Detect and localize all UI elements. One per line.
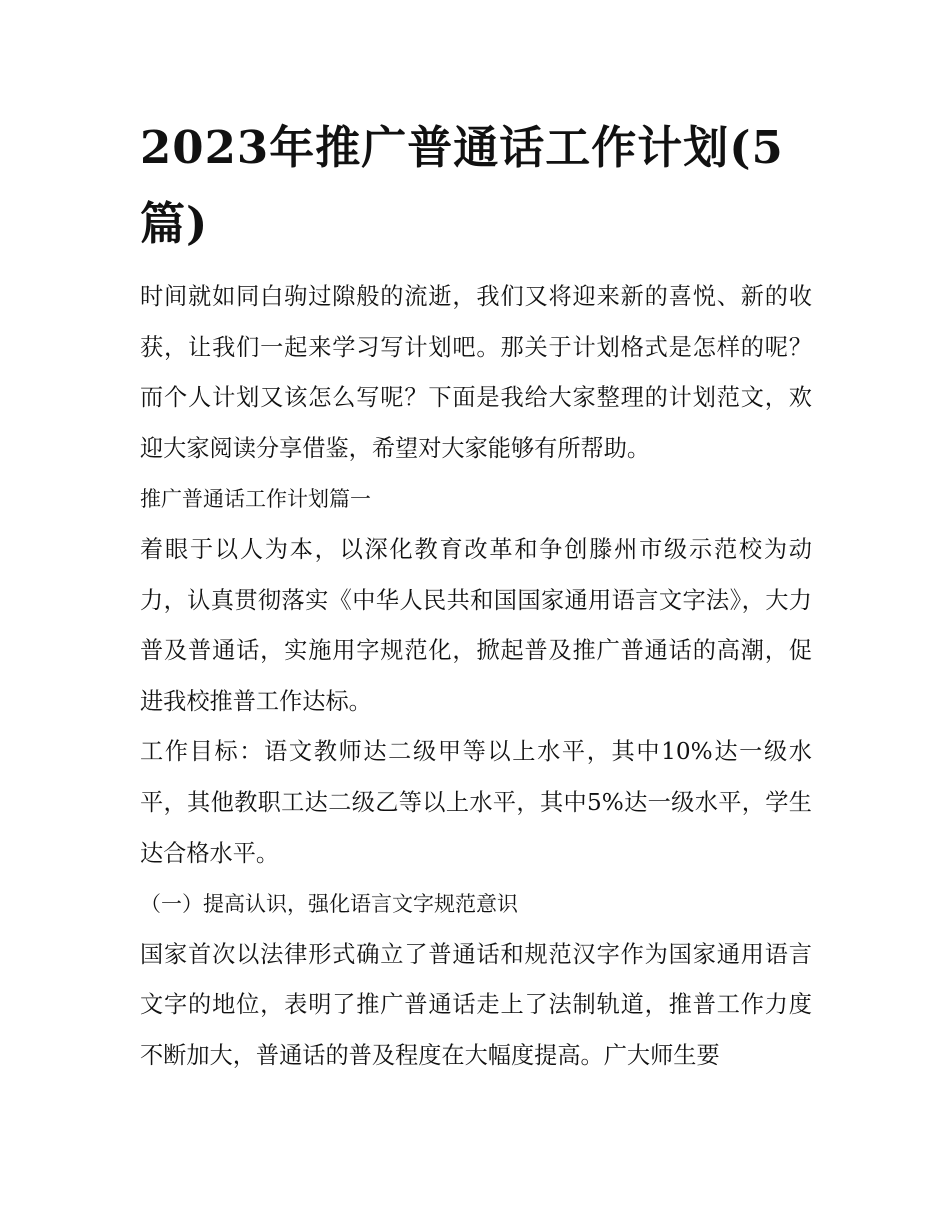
- body-paragraph-goals: 工作目标：语文教师达二级甲等以上水平，其中10%达一级水平，其他教职工达二级乙等以上水平，其中5%达一级水平，学生达合格水平。: [140, 738, 812, 867]
- document-title: 2023年推广普通话工作计划(5篇): [140, 121, 784, 250]
- body-paragraph-guideline: 着眼于以人为本，以深化教育改革和争创滕州市级示范校为动力，认真贯彻落实《中华人民共和国国家通用语言文字法》，大力普及普通话，实施用字规范化，掀起普及推广普通话的高潮，促进我校推普工作达标。: [140, 535, 812, 715]
- subheading-awareness: （一）提高认识，强化语言文字规范意识: [140, 892, 518, 917]
- document-page: [140, 110, 812, 1082]
- body-paragraph-law: 国家首次以法律形式确立了普通话和规范汉字作为国家通用语言文字的地位，表明了推广普通话走上了法制轨道，推普工作力度不断加大，普通话的普及程度在大幅度提高。广大师生要: [140, 940, 812, 1069]
- intro-paragraph: 时间就如同白驹过隙般的流逝，我们又将迎来新的喜悦、新的收获，让我们一起来学习写计划吧。那关于计划格式是怎样的呢？而个人计划又该怎么写呢？下面是我给大家整理的计划范文，欢迎大家阅读分享借鉴，希望对大家能够有所帮助。: [140, 283, 812, 462]
- section-heading-plan-one: 推广普通话工作计划篇一: [140, 487, 371, 512]
